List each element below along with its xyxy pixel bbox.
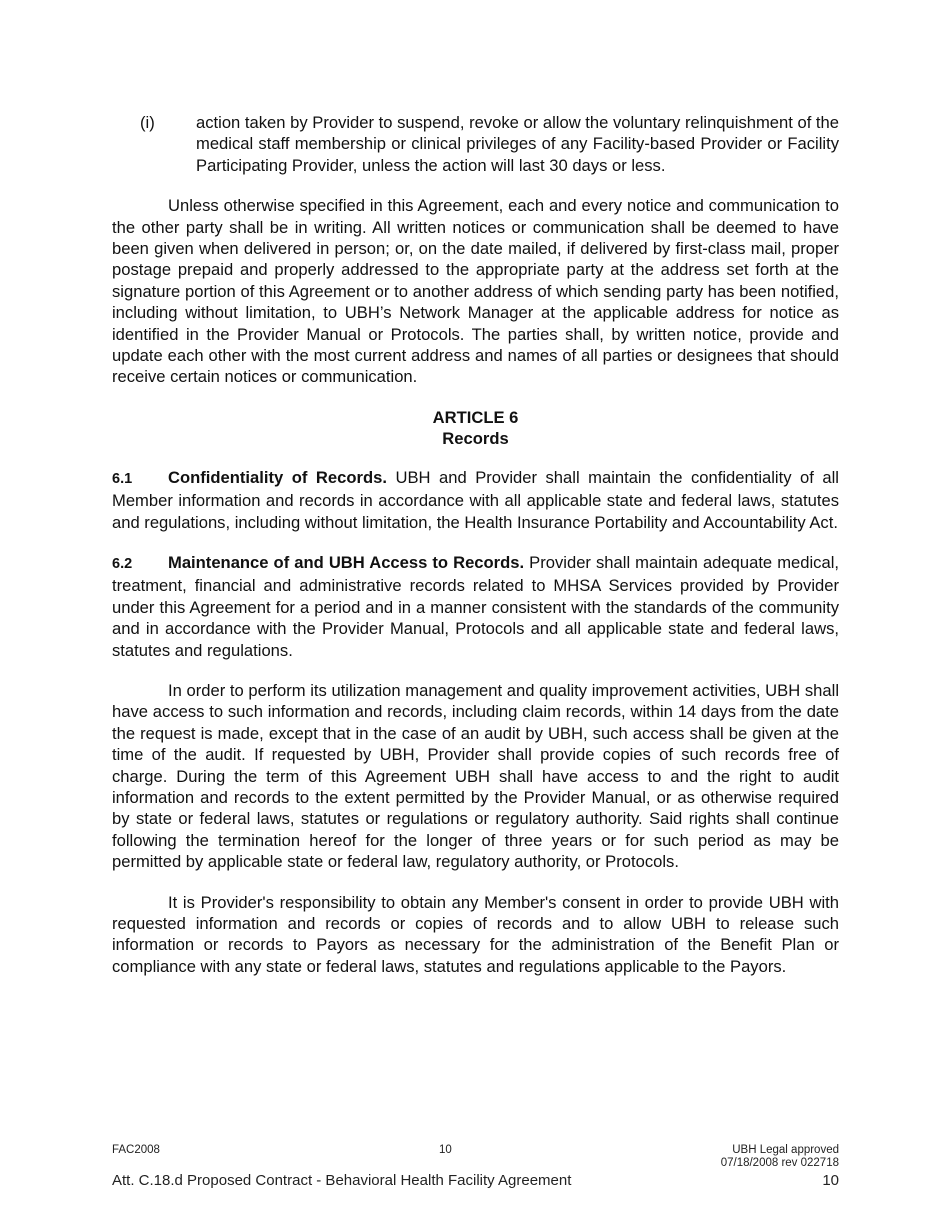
article-title: Records (442, 429, 509, 449)
section-6-1 (112, 467, 839, 533)
access-paragraph: In order to perform its utilization management and quality improvement activities, UBH shall have access to such information and records, including claim records, within 14 days from the date the request is made, except that in the case of an audit by UBH, such access shall be given at the time of the audit. If requested by UBH, Provider shall provide copies of such records free of charge. During the term of this Agreement UBH shall have access to and the right to audit information and records to the extent permitted by the Provider Manual, or as otherwise required by state or federal laws, statutes or regulations or regulatory authority. Said rights shall continue following the termination hereof for the longer of three years or for such period as may be permitted by applicable state or federal law, regulatory authority, or Protocols. (112, 680, 839, 872)
section-6-2 (112, 552, 839, 661)
consent-paragraph: It is Provider's responsibility to obtain any Member's consent in order to provide UBH with requested information and records or copies of records and to allow UBH to release such information or records to Payors as necessary for the administration of the Benefit Plan or compliance with any state or federal laws, statutes and regulations applicable to the Payors. (112, 892, 839, 976)
article-number: ARTICLE 6 (432, 407, 519, 427)
approval-line-1: UBH Legal approved (732, 1144, 839, 1156)
section-title: Maintenance of and UBH Access to Records. (168, 552, 525, 572)
notice-paragraph: Unless otherwise specified in this Agreement, each and every notice and communication to the other party shall be in writing. All written notices or communication shall be deemed to have been given when delivered in person; or, on the date mailed, if delivered by first-class mail, proper postage prepaid and properly addressed to the appropriate party at the address set forth at the signature portion of this Agreement or to another address of which sending party has been notified, including without limitation, to UBH’s Network Manager at the applicable address for notice as identified in the Provider Manual or Protocols. The parties shall, by written notice, provide and update each other with the most current address and names of all parties or designees that should receive certain notices or communication. (112, 196, 839, 387)
list-item-i (112, 112, 839, 176)
page-number: 10 (822, 1172, 839, 1189)
list-item-text: action taken by Provider to suspend, revoke or allow the voluntary relinquishment of the medical staff membership or clinical privileges of any Facility-based Provider or Facility Participating Provider, unless the action will last 30 days or less. (196, 113, 839, 175)
article-heading (112, 407, 839, 450)
section-number: 6.1 (112, 470, 133, 487)
form-id: FAC2008 (112, 1144, 160, 1156)
list-marker: (i) (140, 113, 155, 132)
section-title: Confidentiality of Records. (168, 467, 387, 487)
attachment-title: Att. C.18.d Proposed Contract - Behavioral Health Facility Agreement (112, 1172, 572, 1189)
approval-line-2: 07/18/2008 rev 022718 (720, 1157, 839, 1169)
inner-page-number: 10 (439, 1144, 452, 1156)
approval-stamp (721, 1144, 839, 1170)
section-number: 6.2 (112, 555, 133, 572)
section-text: UBH and Provider shall maintain the confidentiality of all Member information and records in accordance with all applicable state and federal laws, statutes and regulations, including without limitation, the Health Insurance Portability and Accountability Act. (112, 467, 839, 532)
section-text: Provider shall maintain adequate medical, treatment, financial and administrative records related to MHSA Services provided by Provider under this Agreement for a period and in a manner consistent with the standards of the community and in accordance with the Provider Manual, Protocols and all applicable state and federal laws, statutes and regulations. (112, 552, 839, 660)
document-body (112, 112, 839, 977)
